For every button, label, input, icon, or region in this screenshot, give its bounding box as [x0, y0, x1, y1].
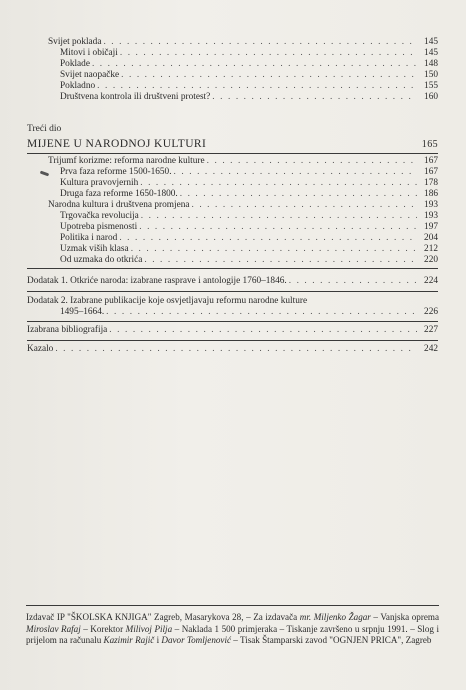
toc-entry-title: Upotreba pismenosti [60, 222, 138, 232]
toc-entry-page: 220 [424, 255, 438, 265]
toc-entry-title: Svijet poklada [48, 37, 102, 47]
toc-entry-title: Društvena kontrola ili društveni protest? [60, 92, 211, 102]
bibliography-entry [27, 325, 438, 336]
toc-entry-title: Narodna kultura i društvena promjena [48, 200, 190, 210]
toc-entry [48, 156, 438, 167]
appendix-2 [60, 307, 438, 318]
divider [27, 340, 438, 341]
toc-entry [60, 70, 438, 81]
toc-entry-page: 145 [424, 37, 438, 47]
divider [27, 268, 438, 269]
divider [27, 321, 438, 322]
toc-entry-title: Poklade [60, 59, 90, 69]
cover-designer: Miroslav Rafaj [26, 623, 81, 634]
toc-entry [60, 48, 438, 59]
toc-entry-title: Druga faza reforme 1650-1800. [60, 189, 178, 199]
index-page: 242 [424, 344, 438, 354]
toc-entry-page: 193 [424, 200, 438, 210]
toc-entry-page: 193 [424, 211, 438, 221]
part-title-page: 165 [421, 139, 438, 150]
colophon-rule [26, 605, 439, 606]
toc-entry-title: Mitovi i običaji [60, 48, 118, 58]
colophon: Izdavač IP "ŠKOLSKA KNJIGA" Zagreb, Masarykova 28, – Za izdavača mr. Miljenko Žagar – Vanjska oprema Miroslav Rafaj – Korektor Milivoj Pilja – Naklada 1 500 primjeraka – Tiskanje završeno u srpnju 1991. – Slog i prijelom na računalu Kazimir Rajič i Davor Tomljenović – Tisak Štamparski zavod "OGNJEN PRICA", Zagreb [26, 612, 439, 645]
toc-entry-page: 167 [424, 167, 438, 177]
toc-entry-page: 204 [424, 233, 438, 243]
typesetter-1: Kazimir Rajič [103, 635, 155, 645]
toc-entry [60, 189, 438, 200]
toc-entry [48, 37, 438, 48]
publisher-editor: mr. Miljenko Žagar [299, 612, 371, 622]
toc-entry-title: Politika i narod [60, 233, 118, 243]
toc-entry [60, 178, 438, 189]
proofreader: Milivoj Pilja [125, 623, 173, 634]
toc-entry-page: 150 [424, 70, 438, 80]
part-title [27, 138, 438, 154]
toc-entry-title: Trijumf korizme: reforma narodne kulture [48, 156, 205, 166]
toc-entry-title: Prva faza reforme 1500-1650. [60, 167, 172, 177]
toc-entry-title: Pokladno [60, 81, 96, 91]
appendix-1 [27, 276, 438, 287]
toc-entry [60, 255, 438, 266]
appendix-1-page: 224 [424, 276, 438, 286]
toc-entry-page: 197 [424, 222, 438, 232]
part-title-text: MIJENE U NARODNOJ KULTURI [27, 138, 207, 150]
index-title: Kazalo [27, 344, 54, 354]
bibliography-page: 227 [424, 325, 438, 335]
appendix-2-line2: 1495–1664. [60, 307, 105, 317]
toc-entry-page: 148 [424, 59, 438, 69]
toc-entry-page: 186 [424, 189, 438, 199]
appendix-2-page: 226 [424, 307, 438, 317]
toc-entry-title: Trgovačka revolucija [60, 211, 139, 221]
appendix-1-title: Dodatak 1. Otkriće naroda: izabrane rasprave i antologije 1760–1846. [27, 276, 287, 286]
pen-mark [40, 171, 49, 177]
toc-entry [60, 233, 438, 244]
toc-entry-page: 178 [424, 178, 438, 188]
toc-entry [60, 81, 438, 92]
toc-entry [60, 167, 438, 178]
toc-entry [48, 200, 438, 211]
toc-entry-title: Od uzmaka do otkrića [60, 255, 143, 265]
toc-entry [60, 59, 438, 70]
appendix-2-line1: Dodatak 2. Izabrane publikacije koje osvjetljavaju reformu narodne kulture [27, 296, 308, 306]
toc-entry-page: 167 [424, 156, 438, 166]
toc-entry-page: 145 [424, 48, 438, 58]
toc-entry-title: Svijet naopačke [60, 70, 120, 80]
toc-entry-page: 212 [424, 244, 438, 254]
typesetter-2: Davor Tomljenović [161, 635, 232, 645]
index-entry [27, 344, 438, 355]
toc-entry-title: Kultura pravovjernih [60, 178, 139, 188]
toc-entry-page: 155 [424, 81, 438, 91]
part-label: Treći dio [27, 124, 62, 134]
toc-entry-page: 160 [424, 92, 438, 102]
toc-entry [60, 92, 438, 103]
divider [27, 291, 438, 292]
toc-entry [60, 211, 438, 222]
toc-entry-title: Uzmak viših klasa [60, 244, 129, 254]
toc-entry [60, 222, 438, 233]
toc-entry [60, 244, 438, 255]
bibliography-title: Izabrana bibliografija [27, 325, 108, 335]
